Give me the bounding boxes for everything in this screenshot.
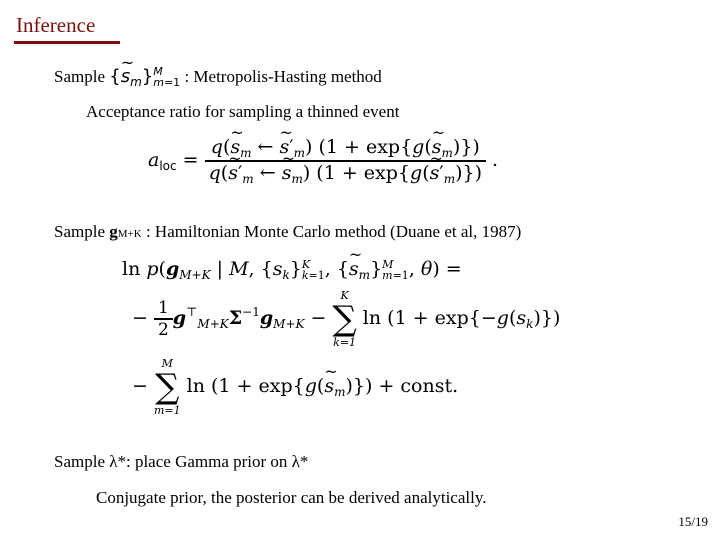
- section1-label-suffix: : Metropolis-Hasting method: [184, 67, 382, 86]
- log-posterior-line2: − $\frac{1}{2}$ $g^⊤_{M+K}\Sigma^{-1}g_{M+K}$ − K ∑ k=1 $\ln (1 + \exp\{-g(s_k)\})$: [132, 289, 561, 349]
- section1-heading: [54, 66, 382, 89]
- section1-label-prefix: Sample: [54, 67, 105, 86]
- set-s-m-formula: {~ $s_m\}M$ m=1: [109, 66, 180, 87]
- section3-heading: Sample λ*: place Gamma prior on λ*: [54, 452, 309, 471]
- log-posterior-line1: $\ln p(g_{M+K}$ | M, $\{s_k\}K$ k=1, {~ $s_m\}M$ m=1, θ) =: [122, 258, 462, 282]
- section2-var-sub: M+K: [117, 228, 142, 240]
- section2-heading: [54, 222, 521, 242]
- section2-var: g: [109, 222, 118, 241]
- section2-label-prefix: Sample: [54, 222, 105, 241]
- slide-title: Inference: [16, 13, 96, 37]
- log-posterior-line3: − M ∑ m=1 ln (1 + exp{g(~ $s_m$)}) + const.: [132, 358, 458, 416]
- section2-label-suffix: : Hamiltonian Monte Carlo method (Duane et al, 1987): [145, 222, 522, 241]
- section3-subtitle: Conjugate prior, the posterior can be derived analytically.: [96, 488, 487, 507]
- acceptance-ratio-equation: $a_{loc}$ = $\frac{q(\sim s_m \leftarrow \sim s'_m) (1 + \exp\{g(\sim s_m)\})}{q(\sim s'_m \leftarrow \sim s_m) (1 + \exp\{g(\sim s'_m)\})}$ .: [148, 136, 498, 186]
- title-underline: [14, 41, 120, 44]
- section1-subtitle: Acceptance ratio for sampling a thinned event: [86, 102, 400, 121]
- page-number: 15/19: [678, 514, 708, 529]
